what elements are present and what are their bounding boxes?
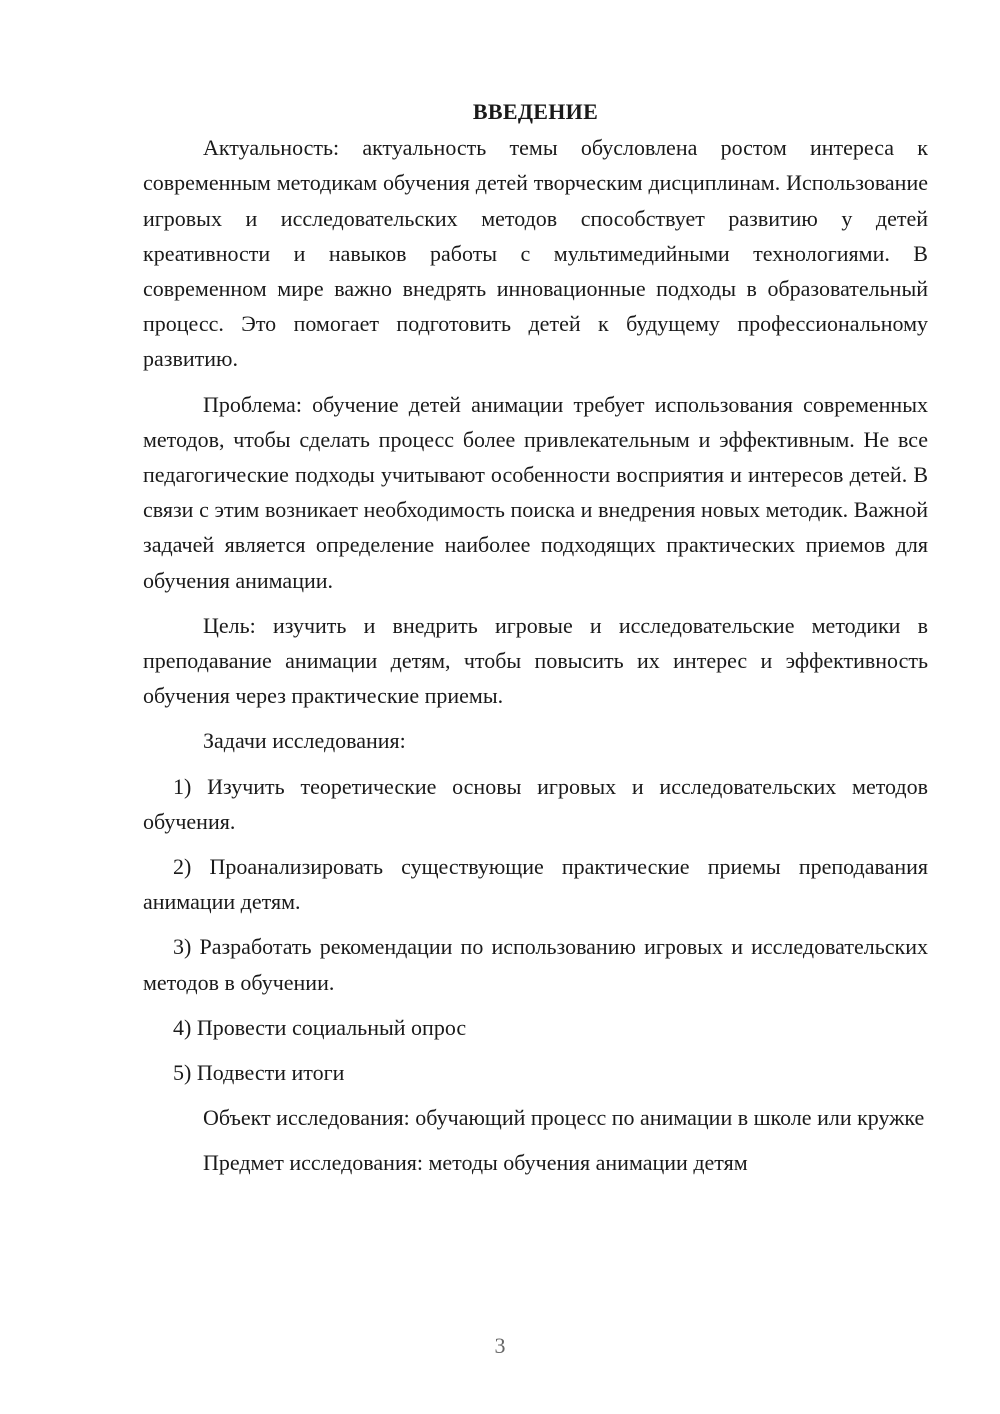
page-number: 3	[494, 1333, 506, 1358]
relevance-paragraph: Актуальность: актуальность темы обусловлена ростом интереса к современным методикам обучения детей творческим дисциплинам. Использование игровых и исследовательских методов способствует развитию у детей креативности и навыков работы с мультимедийными технологиями. В современном мире важно внедрять инновационные подходы в образовательный процесс. Это помогает подготовить детей к будущему профессиональному развитию.	[143, 135, 928, 372]
document-page	[143, 94, 928, 1191]
subject-paragraph: Предмет исследования: методы обучения анимации детям	[203, 1150, 748, 1176]
section-title: ВВЕДЕНИЕ	[472, 99, 599, 124]
task-item-5: 5) Подвести итоги	[173, 1060, 345, 1086]
task-item-2: 2) Проанализировать существующие практические приемы преподавания анимации детям.	[143, 854, 928, 915]
task-item-4: 4) Провести социальный опрос	[173, 1014, 467, 1040]
task-item-1: 1) Изучить теоретические основы игровых и исследовательских методов обучения.	[143, 773, 928, 834]
object-paragraph: Объект исследования: обучающий процесс по анимации в школе или кружке	[203, 1105, 925, 1131]
tasks-heading: Задачи исследования:	[203, 728, 406, 754]
problem-paragraph: Проблема: обучение детей анимации требует использования современных методов, чтобы сделать процесс более привлекательным и эффективным. Не все педагогические подходы учитывают особенности восприятия и интересов детей. В связи с этим возникает необходимость поиска и внедрения новых методик. Важной задачей является определение наиболее подходящих практических приемов для обучения анимации.	[143, 391, 928, 593]
goal-paragraph: Цель: изучить и внедрить игровые и исследовательские методики в преподавание анимации детям, чтобы повысить их интерес и эффективность обучения через практические приемы.	[143, 612, 928, 709]
task-item-3: 3) Разработать рекомендации по использованию игровых и исследовательских методов в обучении.	[143, 934, 928, 995]
